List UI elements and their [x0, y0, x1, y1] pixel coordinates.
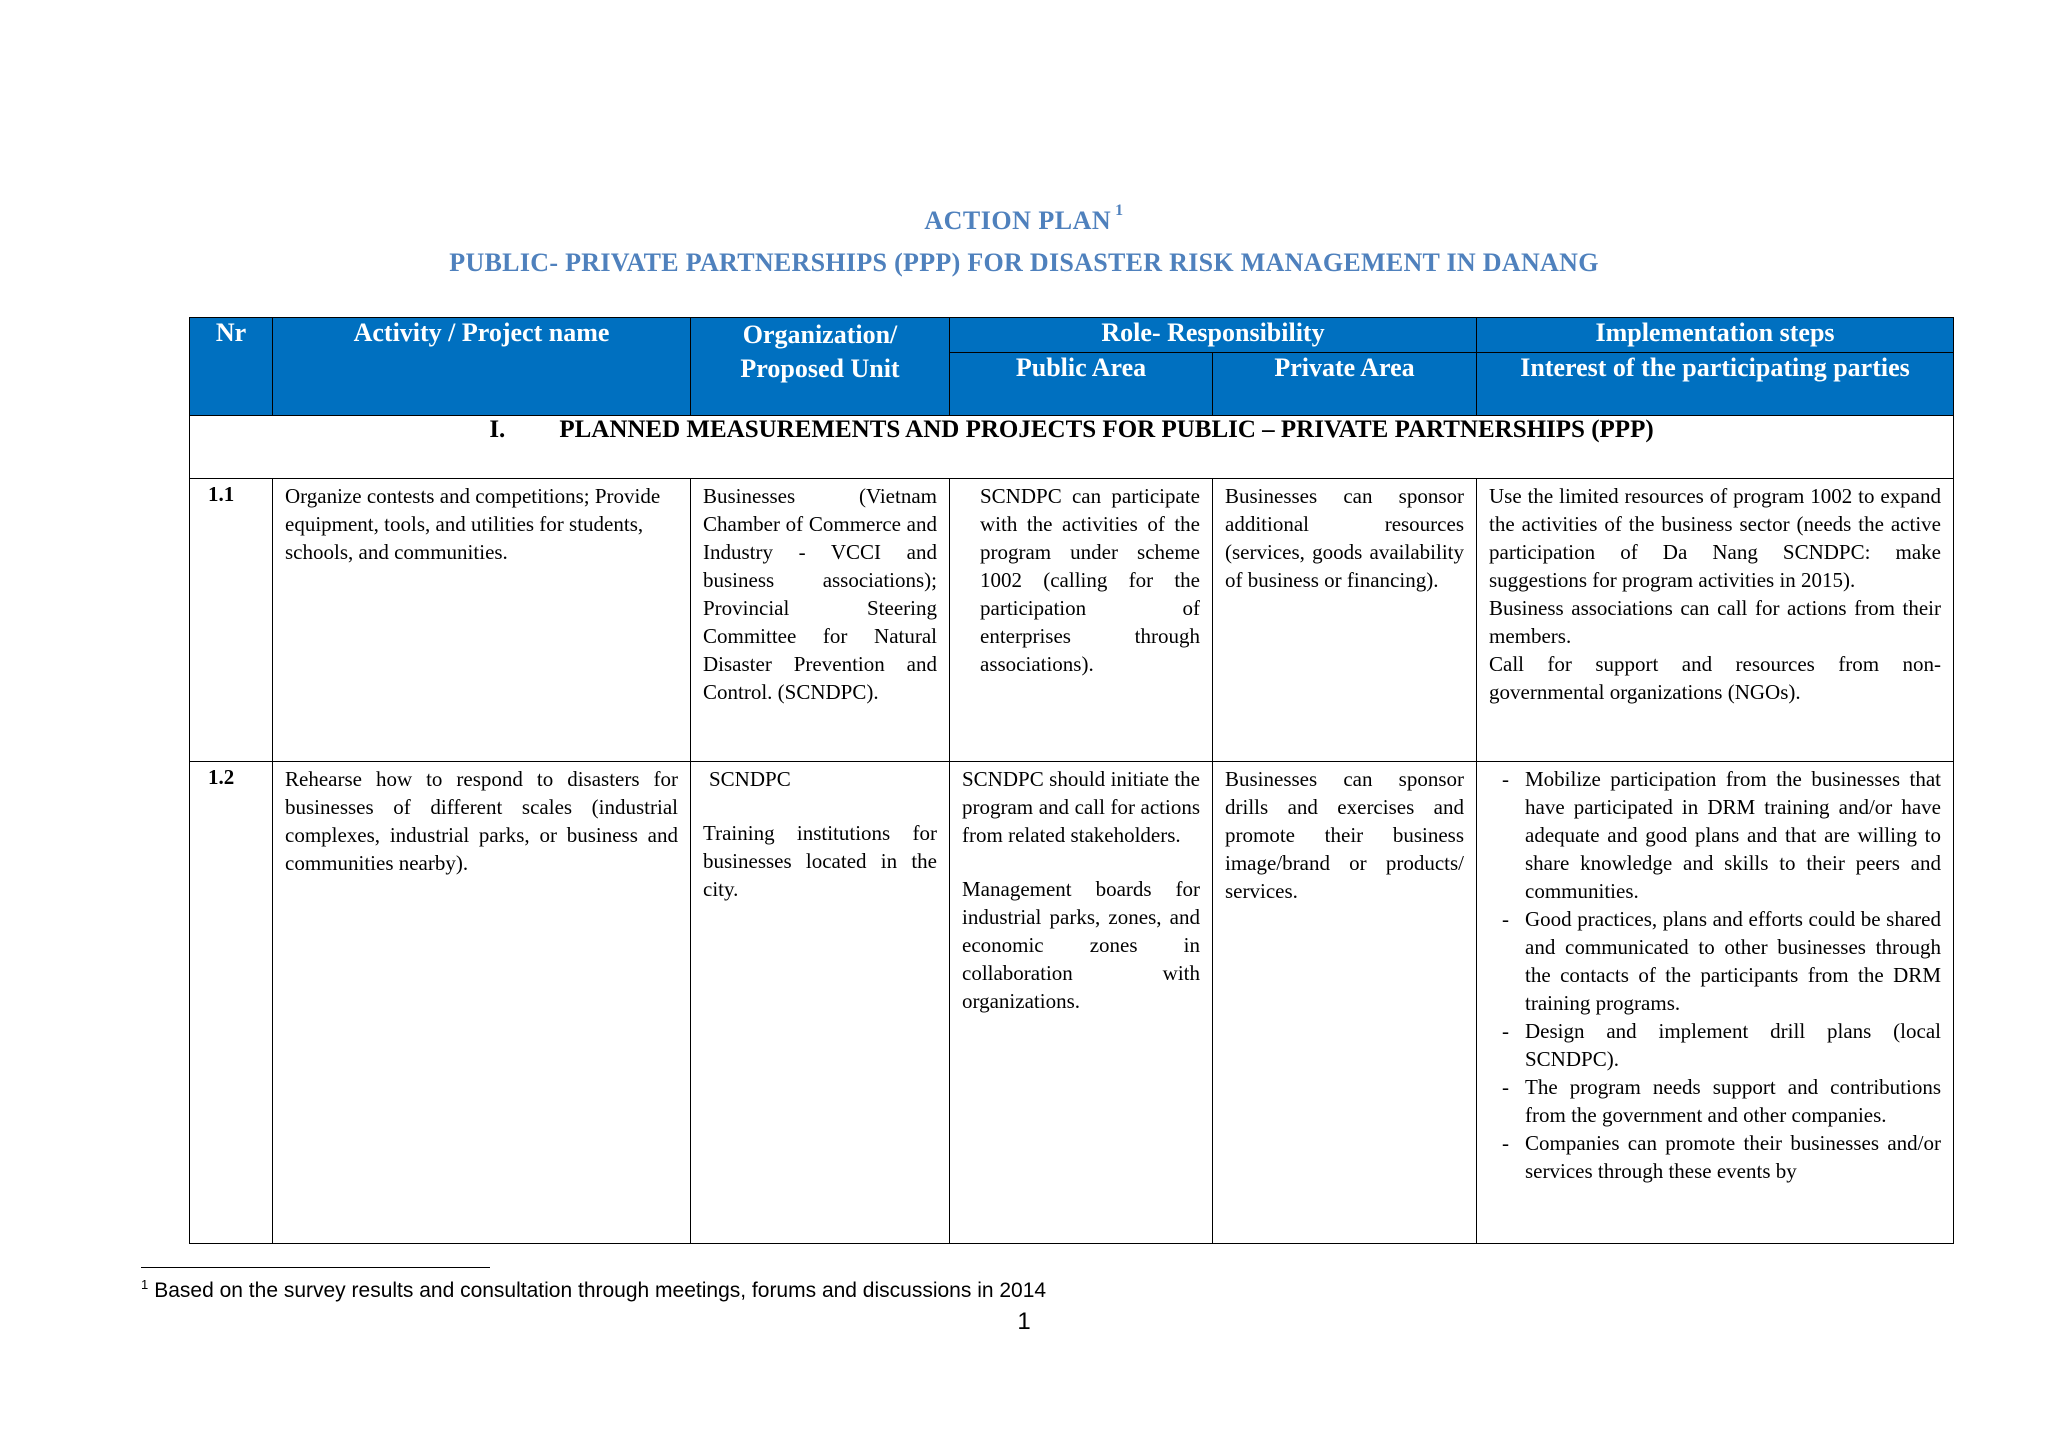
row-number: 1.2	[190, 762, 273, 1244]
interest-cell	[1477, 762, 1954, 1244]
organization-paragraph: SCNDPC	[709, 767, 791, 791]
document-title	[0, 202, 2048, 236]
header-organization: Organization/ Proposed Unit	[691, 318, 950, 416]
activity-cell: Organize contests and competitions; Provide equipment, tools, and utilities for students, schools, and communities.	[273, 479, 691, 762]
private-area-cell: Businesses can sponsor drills and exercises and promote their business image/brand or products/ services.	[1213, 762, 1477, 1244]
organization-cell	[691, 762, 950, 1244]
list-item: - Mobilize participation from the businesses that have participated in DRM training and/or have adequate and good plans and that are willing to share knowledge and skills to their peers and communities.	[1489, 765, 1941, 905]
interest-paragraph: Call for support and resources from non-governmental organizations (NGOs).	[1489, 652, 1941, 704]
public-paragraph: Management boards for industrial parks, zones, and economic zones in collaboration with organizations.	[962, 877, 1200, 1013]
interest-paragraph: Use the limited resources of program 1002 to expand the activities of the business sector (needs the active participation of Da Nang SCNDPC: make suggestions for program activities in 2015).	[1489, 484, 1941, 592]
header-nr: Nr	[190, 318, 273, 416]
activity-cell: Rehearse how to respond to disasters for businesses of different scales (industrial complexes, industrial parks, or business and communities nearby).	[273, 762, 691, 1244]
header-implementation-steps: Implementation steps	[1477, 318, 1954, 353]
page-number: 1	[1017, 1308, 1031, 1335]
header-interest: Interest of the participating parties	[1477, 353, 1954, 416]
title-text: ACTION PLAN	[924, 206, 1112, 235]
document-subtitle: PUBLIC- PRIVATE PARTNERSHIPS (PPP) FOR DISASTER RISK MANAGEMENT IN DANANG	[449, 248, 1599, 277]
row-number: 1.1	[190, 479, 273, 762]
list-item: - The program needs support and contributions from the government and other companies.	[1489, 1073, 1941, 1129]
organization-cell: Businesses (Vietnam Chamber of Commerce and Industry - VCCI and business associations); Provincial Steering Committee for Natural Disaster Prevention and Control. (SCNDPC).	[691, 479, 950, 762]
interest-cell	[1477, 479, 1954, 762]
interest-paragraph: Business associations can call for actions from their members.	[1489, 596, 1941, 648]
list-item: - Companies can promote their businesses and/or services through these events by	[1489, 1129, 1941, 1185]
public-paragraph: SCNDPC should initiate the program and call for actions from related stakeholders.	[962, 767, 1200, 847]
public-area-cell: SCNDPC can participate with the activities of the program under scheme 1002 (calling for the participation of enterprises through associations).	[950, 479, 1213, 762]
section-heading	[190, 416, 1954, 479]
private-area-cell: Businesses can sponsor additional resources (services, goods availability of business or financing).	[1213, 479, 1477, 762]
list-item: - Design and implement drill plans (local SCNDPC).	[1489, 1017, 1941, 1073]
table-row	[190, 479, 1954, 762]
footnote-divider	[141, 1267, 490, 1268]
header-public-area: Public Area	[950, 353, 1213, 416]
footnote-marker: 1	[141, 1277, 149, 1292]
section-title: PLANNED MEASUREMENTS AND PROJECTS FOR PUBLIC – PRIVATE PARTNERSHIPS (PPP)	[559, 416, 1654, 443]
footnote-text: Based on the survey results and consultation through meetings, forums and discussions in 2014	[154, 1279, 1047, 1302]
organization-paragraph: Training institutions for businesses located in the city.	[703, 821, 937, 901]
section-number: I.	[489, 416, 506, 443]
action-plan-table	[189, 317, 1954, 1244]
table-row	[190, 762, 1954, 1244]
interest-list	[1489, 765, 1941, 1185]
public-area-cell	[950, 762, 1213, 1244]
header-role-responsibility: Role- Responsibility	[950, 318, 1477, 353]
footnote-reference: 1	[1115, 202, 1124, 219]
header-private-area: Private Area	[1213, 353, 1477, 416]
footnote	[141, 1279, 1046, 1303]
list-item: - Good practices, plans and efforts could be shared and communicated to other businesses through the contacts of the participants from the DRM training programs.	[1489, 905, 1941, 1017]
header-activity: Activity / Project name	[273, 318, 691, 416]
